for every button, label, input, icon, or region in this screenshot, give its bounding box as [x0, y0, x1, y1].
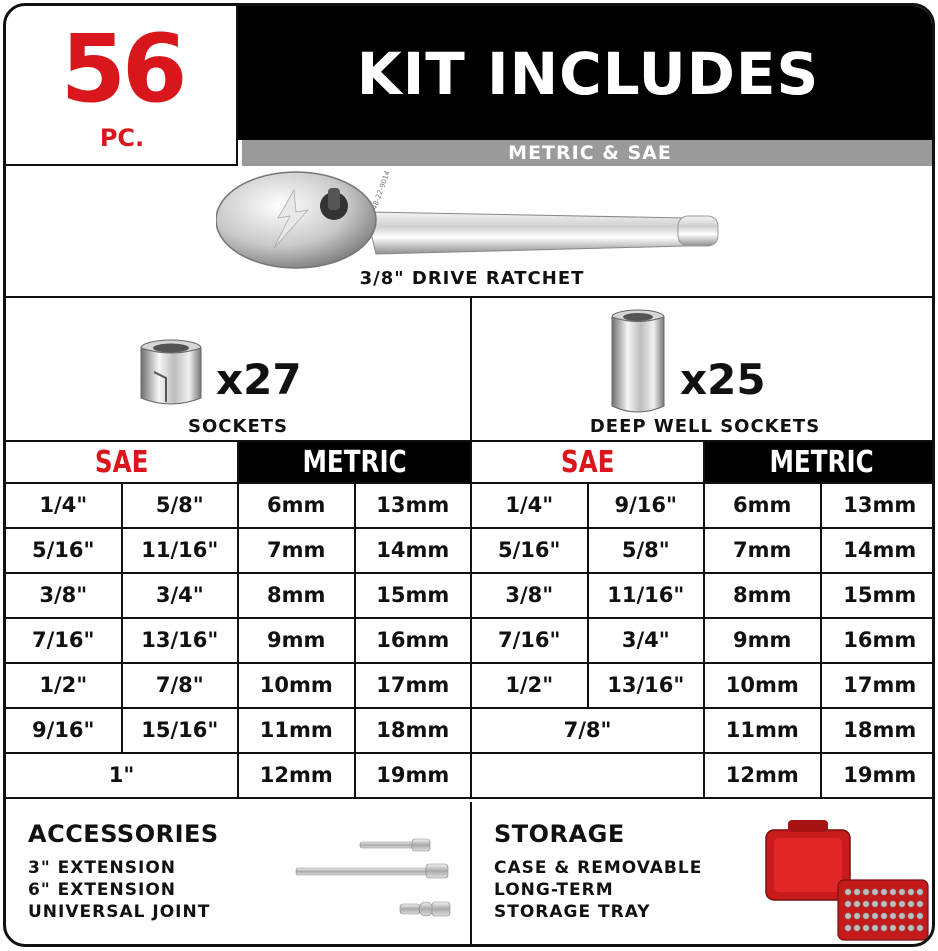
sae-size: 3/4": [123, 574, 240, 617]
kit-card: [3, 3, 935, 947]
table-row: [472, 709, 935, 754]
sae-size: 7/8": [123, 664, 240, 707]
sockets-section: [6, 298, 472, 442]
piece-count: 56: [60, 15, 184, 124]
metric-size: 12mm: [705, 754, 822, 797]
sae-size: 13/16": [123, 619, 240, 662]
metric-size: 12mm: [239, 754, 356, 797]
sae-header: SAE: [560, 445, 615, 480]
piece-count-box: [6, 6, 238, 166]
sae-size: 5/16": [472, 529, 589, 572]
metric-size: 13mm: [843, 493, 917, 517]
metric-size: 18mm: [356, 709, 473, 752]
sae-size: 9/16": [6, 709, 123, 752]
table-row: [6, 484, 472, 529]
table-row: [472, 754, 935, 799]
ratchet-image: [216, 170, 726, 270]
sae-size: 7/16": [6, 619, 123, 662]
accessories-title: ACCESSORIES: [28, 820, 219, 848]
storage-item: STORAGE TRAY: [494, 902, 651, 922]
deep-socket-icon: [608, 308, 668, 416]
sae-size: 3/4": [589, 619, 706, 662]
table-row: [472, 619, 935, 664]
sae-size: 1/4": [472, 484, 589, 527]
sae-size: 1/2": [472, 664, 589, 707]
table-row: [6, 709, 472, 754]
metric-size: 15mm: [843, 583, 917, 607]
sae-size: 11/16": [123, 529, 240, 572]
table-header: [6, 442, 472, 484]
sae-size: 15/16": [123, 709, 240, 752]
sae-size: 5/8": [589, 529, 706, 572]
socket-icon: [138, 338, 204, 408]
storage-section: [472, 802, 935, 947]
metric-size: 17mm: [356, 664, 473, 707]
accessory-item: UNIVERSAL JOINT: [28, 902, 211, 922]
metric-size: 6mm: [705, 484, 822, 527]
metric-size: 10mm: [239, 664, 356, 707]
table-row: [472, 529, 935, 574]
ratchet-part-number: 48-22-9014: [370, 170, 392, 211]
table-row: [472, 664, 935, 709]
metric-size: 8mm: [239, 574, 356, 617]
metric-size: 13mm: [356, 484, 473, 527]
empty-cell: [472, 754, 705, 797]
ratchet-label: 3/8" DRIVE RATCHET: [359, 268, 585, 289]
deep-sockets-count: x25: [680, 355, 766, 404]
metric-size: 9mm: [705, 619, 822, 662]
storage-case-image: [758, 814, 934, 946]
sae-size: 11/16": [589, 574, 706, 617]
page-title: KIT INCLUDES: [356, 40, 820, 108]
metric-size: 8mm: [705, 574, 822, 617]
ratchet-section: [6, 166, 935, 298]
accessory-item: 3" EXTENSION: [28, 858, 177, 878]
sockets-label: SOCKETS: [188, 416, 288, 437]
deep-sockets-label: DEEP WELL SOCKETS: [589, 416, 821, 437]
storage-item: CASE & REMOVABLE: [494, 858, 703, 878]
metric-size: 14mm: [843, 538, 917, 562]
metric-size: 11mm: [239, 709, 356, 752]
sae-size: 1": [6, 754, 239, 797]
deep-sockets-section: [472, 298, 935, 442]
table-row: [6, 619, 472, 664]
metric-header: METRIC: [302, 445, 407, 480]
table-row: [6, 754, 472, 799]
sae-size: 5/16": [6, 529, 123, 572]
storage-item: LONG-TERM: [494, 880, 614, 900]
metric-size: 9mm: [239, 619, 356, 662]
sae-size: 3/8": [6, 574, 123, 617]
metric-size: 10mm: [705, 664, 822, 707]
metric-size: 16mm: [356, 619, 473, 662]
sockets-count: x27: [216, 355, 302, 404]
accessory-item: 6" EXTENSION: [28, 880, 177, 900]
metric-size: 14mm: [356, 529, 473, 572]
sae-size: 1/4": [6, 484, 123, 527]
title-bar: [238, 6, 935, 140]
sae-size: 5/8": [123, 484, 240, 527]
sae-size: 7/8": [472, 709, 705, 752]
metric-size: 18mm: [843, 718, 917, 742]
storage-title: STORAGE: [494, 820, 625, 848]
metric-size: 15mm: [356, 574, 473, 617]
metric-size: 19mm: [356, 754, 473, 797]
accessories-section: [6, 802, 472, 947]
metric-size: 11mm: [705, 709, 822, 752]
deep-sockets-size-table: [472, 442, 935, 799]
metric-size: 7mm: [705, 529, 822, 572]
sae-size: 7/16": [472, 619, 589, 662]
sae-size: 3/8": [472, 574, 589, 617]
subtitle-bar: [242, 140, 935, 166]
piece-count-unit: PC.: [99, 124, 145, 152]
metric-header: METRIC: [769, 445, 874, 480]
metric-size: 17mm: [843, 673, 917, 697]
table-row: [6, 529, 472, 574]
table-row: [6, 574, 472, 619]
sae-size: 1/2": [6, 664, 123, 707]
table-row: [472, 574, 935, 619]
sockets-size-table: [6, 442, 472, 799]
metric-size: 16mm: [843, 628, 917, 652]
accessories-image: [290, 836, 460, 926]
metric-size: 19mm: [843, 763, 917, 787]
metric-size: 6mm: [239, 484, 356, 527]
subtitle: METRIC & SAE: [508, 142, 672, 164]
sae-header: SAE: [94, 445, 149, 480]
metric-size: 7mm: [239, 529, 356, 572]
sae-size: 13/16": [589, 664, 706, 707]
sae-size: 9/16": [589, 484, 706, 527]
table-row: [472, 484, 935, 529]
table-header: [472, 442, 935, 484]
table-row: [6, 664, 472, 709]
